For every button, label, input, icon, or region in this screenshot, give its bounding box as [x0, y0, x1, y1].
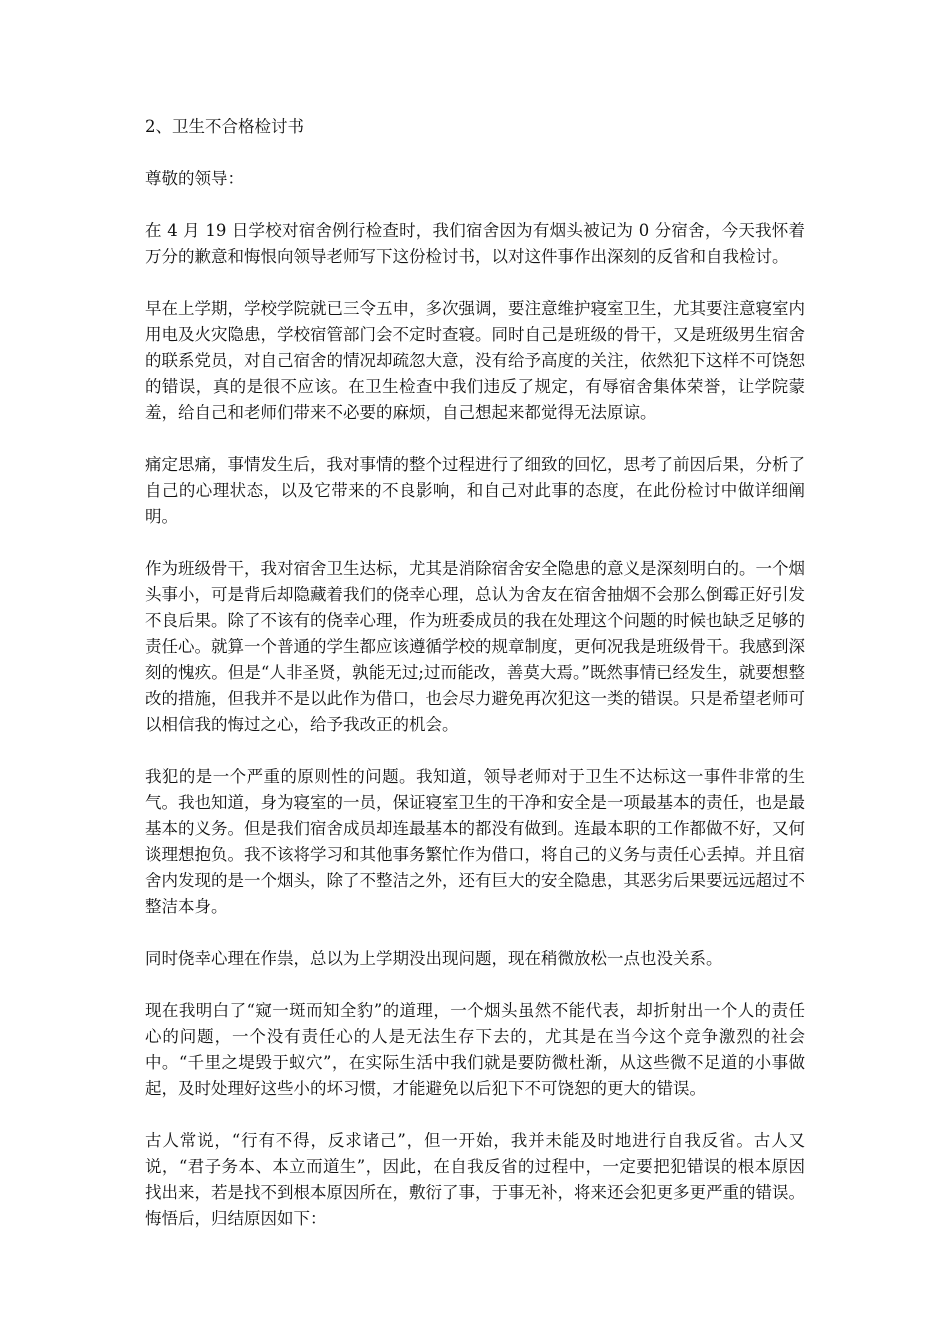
paragraph-4: 作为班级骨干，我对宿舍卫生达标，尤其是消除宿舍安全隐患的意义是深刻明白的。一个烟头事小，可是背后却隐藏着我们的侥幸心理，总认为舍友在宿舍抽烟不会那么倒霉正好引发不良后果。除了不该有的侥幸心理，作为班委成员的我在处理这个问题的时候也缺乏足够的责任心。就算一个普通的学生都应该遵循学校的规章制度，更何况我是班级骨干。我感到深刻的愧疚。但是“人非圣贤，孰能无过;过而能改，善莫大焉。”既然事情已经发生，就要想整改的措施，但我并不是以此作为借口，也会尽力避免再次犯这一类的错误。只是希望老师可以相信我的悔过之心，给予我改正的机会。 [145, 559, 805, 734]
salutation: 尊敬的领导： [145, 169, 244, 188]
paragraph-2: 早在上学期，学校学院就已三令五申，多次强调，要注意维护寝室卫生，尤其要注意寝室内用电及火灾隐患，学校宿管部门会不定时查寝。同时自己是班级的骨干，又是班级男生宿舍的联系党员，对自己宿舍的情况却疏忽大意，没有给予高度的关注，依然犯下这样不可饶恕的错误，真的是很不应该。在卫生检查中我们违反了规定，有辱宿舍集体荣誉，让学院蒙羞，给自己和老师们带来不必要的麻烦，自己想起来都觉得无法原谅。 [145, 299, 805, 422]
paragraph-1: 在 4 月 19 日学校对宿舍例行检查时，我们宿舍因为有烟头被记为 0 分宿舍，今天我怀着万分的歉意和悔恨向领导老师写下这份检讨书，以对这件事作出深刻的反省和自我检讨。 [145, 221, 805, 266]
paragraph-3: 痛定思痛，事情发生后，我对事情的整个过程进行了细致的回忆，思考了前因后果，分析了自己的心理状态，以及它带来的不良影响，和自己对此事的态度，在此份检讨中做详细阐明。 [145, 455, 805, 526]
paragraph-7: 现在我明白了“窥一斑而知全豹”的道理，一个烟头虽然不能代表，却折射出一个人的责任心的问题，一个没有责任心的人是无法生存下去的，尤其是在当今这个竞争激烈的社会中。“千里之堤毁于蚁穴”，在实际生活中我们就是要防微杜渐，从这些微不足道的小事做起，及时处理好这些小的坏习惯，才能避免以后犯下不可饶恕的更大的错误。 [145, 1001, 805, 1098]
document-heading: 2、卫生不合格检讨书 [145, 117, 304, 136]
paragraph-8: 古人常说，“行有不得，反求诸己”，但一开始，我并未能及时地进行自我反省。古人又说，“君子务本、本立而道生”，因此，在自我反省的过程中，一定要把犯错误的根本原因找出来，若是找不到根本原因所在，敷衍了事，于事无补，将来还会犯更多更严重的错误。悔悟后，归结原因如下： [145, 1131, 805, 1228]
document-body [145, 114, 805, 1258]
paragraph-6: 同时侥幸心理在作祟，总以为上学期没出现问题，现在稍微放松一点也没关系。 [145, 949, 723, 968]
paragraph-5: 我犯的是一个严重的原则性的问题。我知道，领导老师对于卫生不达标这一事件非常的生气。我也知道，身为寝室的一员，保证寝室卫生的干净和安全是一项最基本的责任，也是最基本的义务。但是我们宿舍成员却连最基本的都没有做到。连最本职的工作都做不好，又何谈理想抱负。我不该将学习和其他事务繁忙作为借口，将自己的义务与责任心丢掉。并且宿舍内发现的是一个烟头，除了不整洁之外，还有巨大的安全隐患，其恶劣后果要远远超过不整洁本身。 [145, 767, 805, 916]
